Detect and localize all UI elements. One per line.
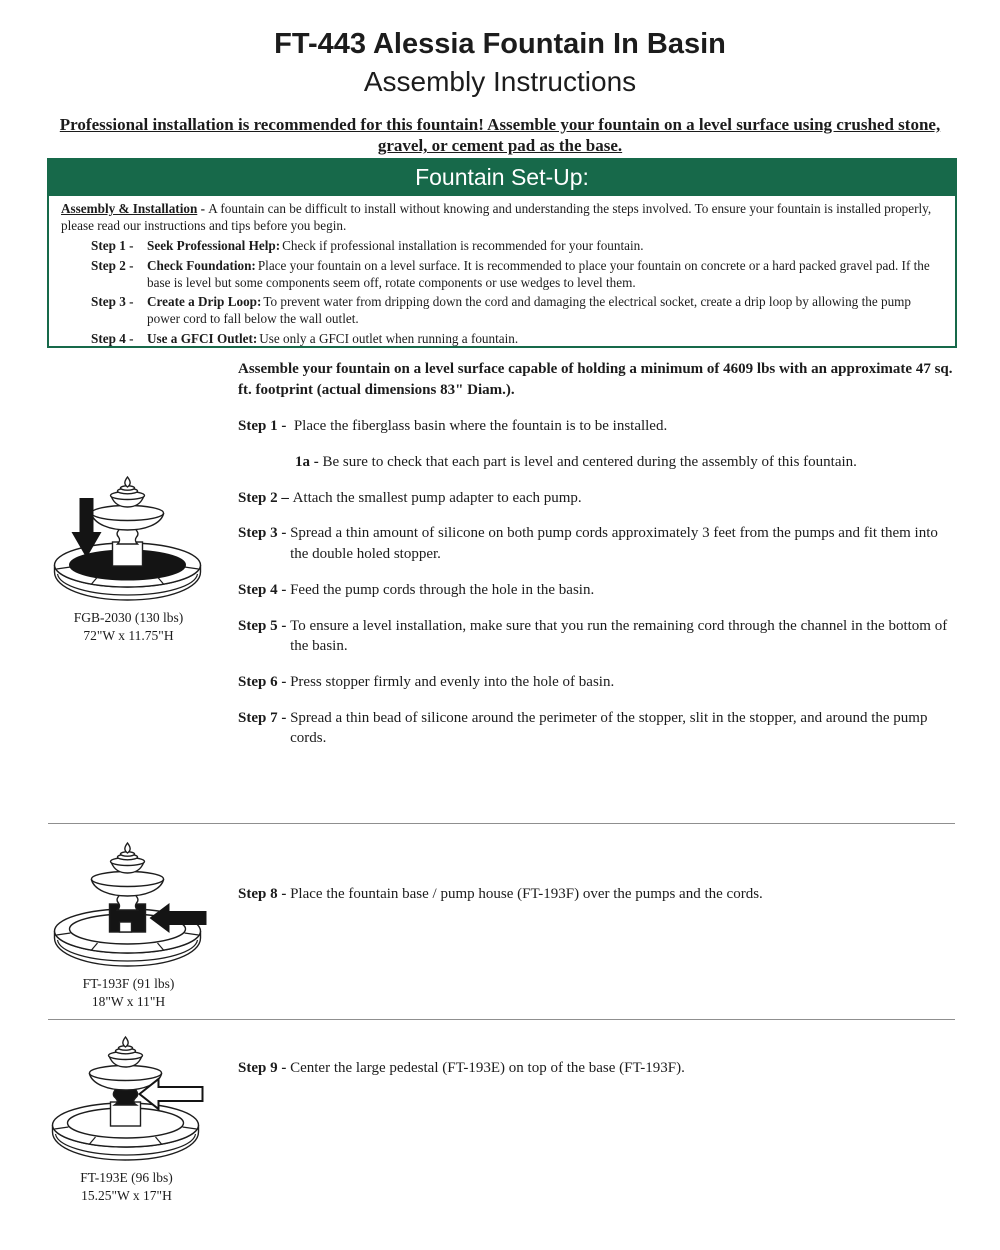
setup-step-1 [91, 238, 943, 255]
setup-banner [47, 158, 957, 196]
figure-basin-model: FGB-2030 (130 lbs) [73, 610, 184, 625]
step-6 [238, 672, 956, 693]
step-1-label: Step 1 - [238, 418, 294, 435]
setup-step-2-heading: Check Foundation: [147, 257, 256, 273]
figure-basin-caption [46, 609, 211, 644]
figure-base-model: FT-193F (91 lbs) [82, 976, 175, 991]
setup-intro-label: Assembly & Installation [61, 201, 198, 216]
setup-intro-text: A fountain can be difficult to install without knowing and understanding the steps involved. To ensure your fountain is installed properly, please read our instructions and tips before you begin. [61, 201, 932, 233]
setup-step-4-label: Step 4 - [91, 331, 134, 347]
setup-step-1-text: Check if professional installation is recommended for your fountain. [282, 237, 644, 253]
lead-paragraph: Assemble your fountain on a level surface capable of holding a minimum of 4609 lbs with an approximate 47 sq. ft. footprint (actual dimensions 83" Diam.). [238, 361, 953, 398]
setup-step-3-heading: Create a Drip Loop: [147, 294, 262, 310]
instructions-column [238, 359, 956, 764]
step-2 [238, 488, 956, 509]
step-7 [238, 708, 956, 749]
setup-banner-title: Fountain Set-Up: [415, 164, 589, 190]
setup-intro [61, 201, 943, 235]
setup-step-2-text: Place your fountain on a level surface. It is recommended to place your fountain on concrete or a hard packed gravel pad. If the base is level but some components seem off, rotate components or use wedges to level them. [147, 257, 930, 290]
step-8-label: Step 8 - [238, 886, 291, 902]
step-6-label: Step 6 - [238, 673, 291, 690]
step-8 [238, 884, 956, 905]
step-7-label: Step 7 - [238, 709, 291, 726]
step-1-text: Place the fiberglass basin where the fountain is to be installed. [293, 418, 668, 435]
step-7-text: Spread a thin bead of silicone around the perimeter of the stopper, slit in the stopper, and around the pump cords. [290, 709, 928, 747]
page-title: FT-443 Alessia Fountain In Basin [274, 28, 726, 60]
setup-step-4 [91, 331, 943, 348]
step-5 [238, 616, 956, 657]
installation-notice [30, 114, 970, 157]
step-4-text: Feed the pump cords through the hole in the basin. [290, 581, 595, 598]
step-3-text: Spread a thin amount of silicone on both pump cords approximately 3 feet from the pumps and fit them into the double holed stopper. [290, 525, 938, 563]
setup-step-1-label: Step 1 - [91, 237, 134, 253]
setup-box [47, 196, 957, 348]
notice-line-2: gravel, or cement pad as the base. [377, 136, 623, 156]
setup-step-2 [91, 258, 943, 292]
setup-step-3-label: Step 3 - [91, 294, 134, 310]
section-divider-2 [48, 1019, 955, 1020]
setup-intro-sep: - [197, 201, 209, 216]
setup-step-1-heading: Seek Professional Help: [147, 237, 281, 253]
step-6-text: Press stopper firmly and evenly into the hole of basin. [290, 673, 615, 690]
basin-diagram [46, 474, 211, 606]
figure-pedestal-caption [44, 1169, 209, 1204]
step-4 [238, 580, 956, 601]
step-2-text: Attach the smallest pump adapter to each pump. [292, 489, 582, 506]
figure-basin-size: 72"W x 11.75"H [83, 627, 174, 643]
base-diagram [46, 840, 211, 972]
step-1a [295, 452, 956, 473]
step-1a-text: Be sure to check that each part is level and centered during the assembly of this fountain. [322, 454, 857, 471]
figure-pedestal [44, 1034, 209, 1204]
step-2-label: Step 2 – [238, 489, 293, 506]
figure-pedestal-model: FT-193E (96 lbs) [80, 1170, 173, 1185]
figure-pedestal-size: 15.25"W x 17"H [81, 1187, 172, 1203]
page-subtitle: Assembly Instructions [363, 66, 637, 97]
step-4-label: Step 4 - [238, 581, 291, 598]
figure-base [46, 840, 211, 1010]
step-9-label: Step 9 - [238, 1060, 291, 1076]
step-3-label: Step 3 - [238, 525, 291, 542]
figure-basin [46, 474, 211, 644]
notice-line-1: Professional installation is recommended for this fountain! Assemble your fountain on a level surface using crushed stone, [59, 115, 941, 134]
step-1a-label: 1a - [295, 454, 323, 471]
setup-step-4-text: Use only a GFCI outlet when running a fountain. [259, 331, 519, 347]
setup-step-3-text: To prevent water from dripping down the cord and damaging the electrical socket, create a drip loop by allowing the pump power cord to fall below the wall outlet. [147, 294, 912, 327]
section-divider-1 [48, 823, 955, 824]
setup-step-2-label: Step 2 - [91, 257, 134, 273]
setup-step-3 [91, 294, 943, 328]
step-5-label: Step 5 - [238, 617, 291, 634]
step-3 [238, 523, 956, 564]
pedestal-diagram [44, 1034, 209, 1166]
step-1 [238, 416, 956, 437]
step-8-text: Place the fountain base / pump house (FT-193F) over the pumps and the cords. [290, 886, 763, 902]
step-9-text: Center the large pedestal (FT-193E) on top of the base (FT-193F). [290, 1060, 685, 1076]
figure-base-size: 18"W x 11"H [91, 993, 166, 1009]
figure-base-caption [46, 975, 211, 1010]
step-5-text: To ensure a level installation, make sure that you run the remaining cord through the channel in the bottom of the basin. [290, 617, 948, 655]
step-9 [238, 1058, 956, 1079]
setup-step-4-heading: Use a GFCI Outlet: [147, 331, 258, 347]
